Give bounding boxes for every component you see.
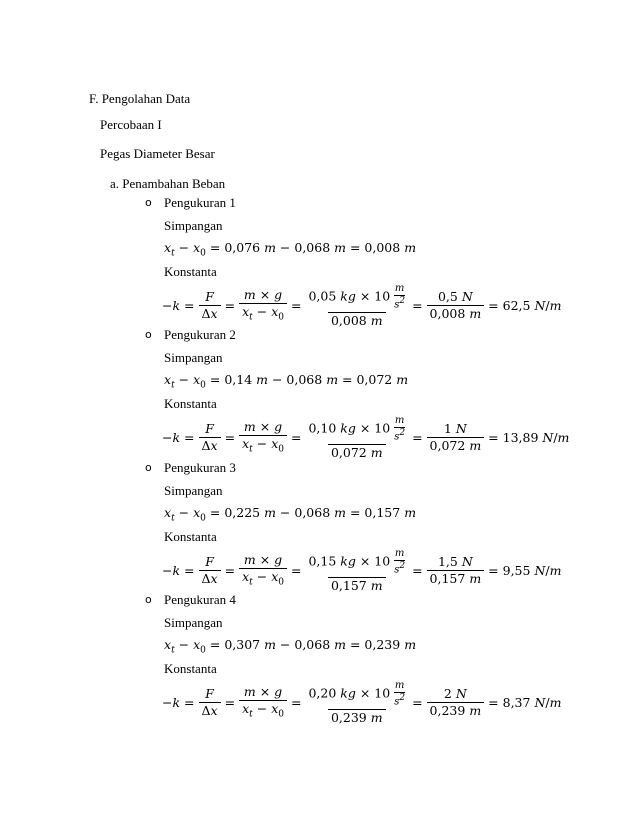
measurement-title: Pengukuran 2 xyxy=(164,327,236,342)
displacement-label: Simpangan xyxy=(164,615,223,630)
measurement-title: Pengukuran 3 xyxy=(164,460,236,475)
displacement-equation: $x_t - x_0 = 0,14$ m − 0,068 m = 0,072 m xyxy=(164,372,409,391)
displacement-equation: $x_t - x_0 = 0,307$ m − 0,068 m = 0,239 m xyxy=(164,637,417,656)
displacement-label: Simpangan xyxy=(164,350,223,365)
bullet-icon: o xyxy=(145,461,152,474)
spring-label: Pegas Diameter Besar xyxy=(100,146,215,161)
displacement-equation: $x_t - x_0 = 0,225$ m − 0,068 m = 0,157 m xyxy=(164,505,417,524)
constant-label: Konstanta xyxy=(164,264,217,279)
constant-label: Konstanta xyxy=(164,396,217,411)
bullet-icon: o xyxy=(145,196,152,209)
bullet-icon: o xyxy=(145,328,152,341)
constant-label: Konstanta xyxy=(164,661,217,676)
displacement-label: Simpangan xyxy=(164,483,223,498)
measurement-title: Pengukuran 1 xyxy=(164,195,236,210)
displacement-equation: $x_t - x_0 = 0,076$ m − 0,068 m = 0,008 m xyxy=(164,240,417,259)
displacement-label: Simpangan xyxy=(164,218,223,233)
constant-equation: −k = $\frac{F}{\Delta x}$ = $\frac{m \times g}{x_t - x_0}$ = 0,15 kg × 10 $\frac{m}{s^2}$ 0,157 m = $\frac{1,5 N}{0,157 m}$ = 9,55 N/m xyxy=(162,548,562,594)
subsection-title: a. Penambahan Beban xyxy=(110,176,226,191)
measurement-title: Pengukuran 4 xyxy=(164,592,236,607)
section-title: F. Pengolahan Data xyxy=(89,91,191,106)
bullet-icon: o xyxy=(145,593,152,606)
constant-equation: −k = $\frac{F}{\Delta x}$ = $\frac{m \times g}{x_t - x_0}$ = 0,05 kg × 10 $\frac{m}{s^2}$ 0,008 m = $\frac{0,5 N}{0,008 m}$ = 62,5 N/m xyxy=(162,283,562,329)
experiment-label: Percobaan I xyxy=(100,117,162,132)
constant-equation: −k = $\frac{F}{\Delta x}$ = $\frac{m \times g}{x_t - x_0}$ = 0,10 kg × 10 $\frac{m}{s^2}$ 0,072 m = $\frac{1 N}{0,072 m}$ = 13,89 N/m xyxy=(162,415,570,461)
constant-equation: −k = $\frac{F}{\Delta x}$ = $\frac{m \times g}{x_t - x_0}$ = 0,20 kg × 10 $\frac{m}{s^2}$ 0,239 m = $\frac{2 N}{0,239 m}$ = 8,37 N/m xyxy=(162,680,562,726)
constant-label: Konstanta xyxy=(164,529,217,544)
